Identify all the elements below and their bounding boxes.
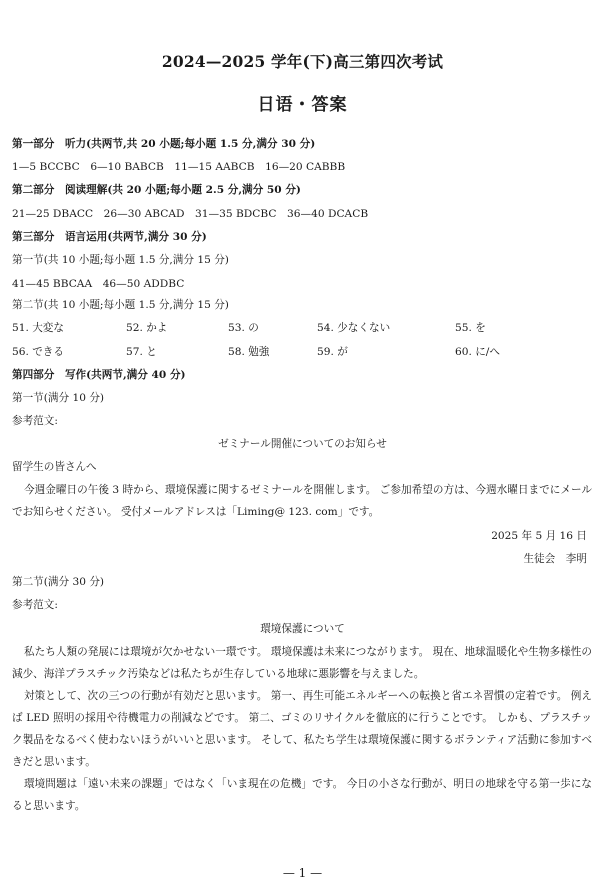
- answer-item: 56. できる: [12, 346, 64, 358]
- notice-title: ゼミナール開催についてのお知らせ: [218, 438, 387, 450]
- answer-item: 60. に/へ: [455, 346, 500, 358]
- answer-item: 57. と: [126, 346, 157, 358]
- notice-salutation: 留学生の皆さんへ: [12, 461, 97, 473]
- answer-item: 54. 少なくない: [317, 322, 391, 334]
- answer-item: 55. を: [455, 322, 486, 334]
- answer-item: 59. が: [317, 346, 348, 358]
- exam-subtitle: 日语・答案: [257, 95, 348, 115]
- notice-signature: 生徒会 李明: [523, 553, 587, 565]
- part3-sec1-answers: 41—45 BBCAA 46—50 ADDBC: [12, 278, 185, 290]
- part3-heading: 第三部分 语言运用(共两节,满分 30 分): [12, 231, 207, 243]
- answer-item: 53. の: [228, 322, 259, 334]
- part4-heading: 第四部分 写作(共两节,满分 40 分): [12, 369, 186, 381]
- notice-body: 今週金曜日の午後 3 時から、環境保護に関するゼミナールを開催します。 ご参加希望の方は、今週水曜日までにメールでお知らせください。 受付メールアドレスは「Liming@ 123. com」です。: [12, 484, 592, 518]
- answer-item: 52. かよ: [126, 322, 168, 334]
- part1-answers: 1—5 BCCBC 6—10 BABCB 11—15 AABCB 16—20 CABBB: [12, 161, 346, 173]
- part4-sec1-ref-label: 参考范文:: [12, 415, 58, 427]
- part4-sec2-heading: 第二节(满分 30 分): [12, 576, 105, 588]
- exam-title: 2024—2025 学年(下)高三第四次考试: [161, 52, 444, 71]
- part3-sec2-heading: 第二节(共 10 小题;每小题 1.5 分,满分 15 分): [12, 299, 229, 311]
- answer-item: 51. 大変な: [12, 322, 64, 334]
- notice-date: 2025 年 5 月 16 日: [491, 530, 587, 542]
- part1-heading: 第一部分 听力(共两节,共 20 小题;每小题 1.5 分,满分 30 分): [12, 138, 316, 150]
- essay-title: 環境保護について: [260, 623, 345, 635]
- part3-sec1-heading: 第一节(共 10 小题;每小题 1.5 分,满分 15 分): [12, 254, 229, 266]
- essay-paragraph: 私たち人類の発展には環境が欠かせない一環です。 環境保護は未来につながります。 現在、地球温暖化や生物多様性の減少、海洋プラスチック汚染などは私たちが生存している地球に悪影響を与えました。: [12, 646, 592, 680]
- page-number: — 1 —: [282, 866, 323, 880]
- answer-item: 58. 勉強: [228, 346, 270, 358]
- part4-sec2-ref-label: 参考范文:: [12, 599, 58, 611]
- essay-paragraph: 対策として、次の三つの行動が有効だと思います。 第一、再生可能エネルギーへの転換と省エネ習慣の定着です。 例えば LED 照明の採用や待機電力の削減などです。 第二、ゴミのリサイクルを徹底的に行うことです。 しかも、プラスチック製品をなるべく使わないほうがいいと思います。 そして、私たち学生は環境保護に関するボランティア活動に参加すべきだと思います。: [12, 690, 592, 768]
- essay-paragraph: 環境問題は「遠い未来の課題」ではなく「いま現在の危機」です。 今日の小さな行動が、明日の地球を守る第一歩になると思います。: [12, 778, 592, 812]
- part4-sec1-heading: 第一节(满分 10 分): [12, 392, 105, 404]
- part2-heading: 第二部分 阅读理解(共 20 小题;每小题 2.5 分,满分 50 分): [12, 184, 301, 196]
- part2-answers: 21—25 DBACC 26—30 ABCAD 31—35 BDCBC 36—40 DCACB: [12, 208, 369, 220]
